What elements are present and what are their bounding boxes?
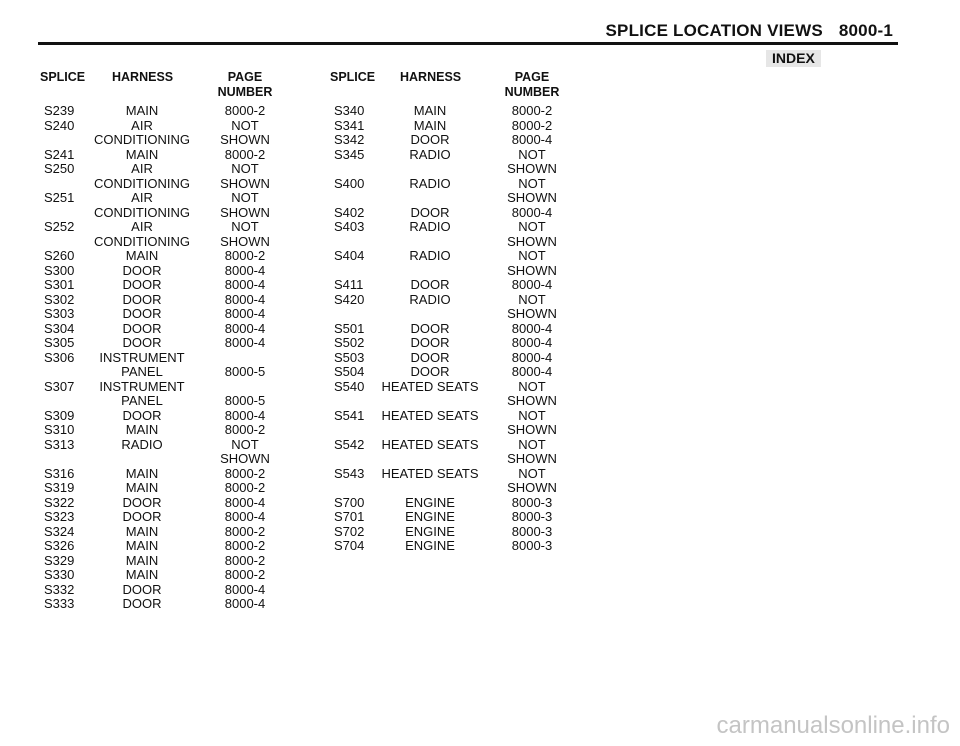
harness-name: DOOR — [122, 494, 162, 510]
harness-name: DOOR — [122, 262, 162, 278]
page-ref: NOT — [518, 407, 546, 423]
header-page-line2: NUMBER — [504, 85, 560, 99]
splice-id: S240 — [44, 117, 75, 133]
harness-name — [80, 452, 204, 467]
harness-name: DOOR — [410, 364, 450, 379]
harness-name — [370, 307, 490, 322]
page-ref: 8000-3 — [511, 538, 553, 553]
page-number: 8000-1 — [838, 21, 893, 40]
splice-id: S300 — [44, 262, 75, 278]
harness-name — [370, 394, 490, 409]
page-ref: 8000-2 — [224, 523, 266, 539]
page-ref: 8000-2 — [224, 552, 266, 568]
page-ref: 8000-2 — [224, 146, 266, 162]
page-ref: 8000-4 — [511, 277, 553, 292]
page-ref: NOT — [231, 436, 259, 452]
harness-name: AIR — [131, 161, 153, 176]
page-ref: 8000-2 — [511, 103, 553, 118]
header-harness-left: HARNESS — [112, 70, 174, 84]
page-ref: 8000-3 — [511, 494, 553, 510]
splice-id: S420 — [334, 291, 365, 307]
page-ref: NOT — [518, 175, 546, 191]
page-ref: 8000-4 — [511, 335, 553, 350]
page-ref: NOT — [231, 117, 259, 133]
harness-name: DOOR — [410, 277, 450, 292]
harness-name — [370, 162, 490, 177]
page-ref: 8000-4 — [511, 132, 553, 147]
page-ref: 8000-4 — [224, 509, 266, 524]
page-ref: NOT — [518, 436, 546, 452]
header-page-line1: PAGE — [514, 70, 550, 84]
harness-name: PANEL — [121, 364, 163, 379]
harness-name: MAIN — [125, 538, 159, 553]
splice-id: S542 — [334, 436, 365, 452]
harness-name: HEATED SEATS — [381, 436, 479, 452]
harness-name: DOOR — [122, 291, 162, 307]
harness-name: DOOR — [410, 349, 450, 365]
page-ref: 8000-4 — [224, 262, 266, 278]
splice-id: S404 — [334, 248, 365, 263]
harness-name: AIR — [131, 190, 153, 205]
page-ref: NOT — [518, 219, 546, 234]
left-harness-column — [80, 104, 204, 612]
splice-id: S502 — [334, 335, 365, 350]
splice-id: S323 — [44, 509, 75, 524]
page-ref: NOT — [518, 378, 546, 394]
harness-name: RADIO — [409, 248, 451, 263]
harness-name: MAIN — [125, 480, 159, 495]
harness-name: HEATED SEATS — [381, 407, 479, 423]
splice-id: S543 — [334, 465, 365, 481]
harness-name — [370, 191, 490, 206]
splice-id: S402 — [334, 204, 365, 220]
splice-id: S239 — [44, 103, 75, 118]
splice-id: S329 — [44, 552, 75, 568]
splice-id: S322 — [44, 494, 75, 510]
page-ref: NOT — [231, 219, 259, 234]
page-ref: 8000-4 — [511, 349, 553, 365]
splice-id: S704 — [334, 538, 365, 553]
harness-name: DOOR — [122, 335, 162, 350]
splice-id: S305 — [44, 335, 75, 350]
harness-name: MAIN — [125, 465, 159, 481]
page-ref: 8000-2 — [224, 538, 266, 553]
harness-name: PANEL — [121, 393, 163, 408]
harness-name: MAIN — [125, 422, 159, 437]
page-ref: SHOWN — [507, 262, 557, 278]
page-ref: 8000-4 — [511, 204, 553, 220]
page-ref: SHOWN — [507, 161, 557, 176]
right-harness-column — [370, 104, 490, 554]
splice-id: S324 — [44, 523, 75, 539]
page-ref: SHOWN — [220, 204, 270, 220]
harness-name: HEATED SEATS — [381, 465, 479, 481]
page-ref: NOT — [518, 248, 546, 263]
splice-id: S303 — [44, 306, 75, 321]
harness-name: ENGINE — [405, 509, 455, 524]
page-ref: 8000-4 — [511, 364, 553, 379]
page-ref: 8000-4 — [224, 407, 266, 423]
splice-id: S304 — [44, 320, 75, 336]
page-ref: SHOWN — [507, 393, 557, 408]
header-harness-right: HARNESS — [400, 70, 462, 84]
splice-id: S326 — [44, 538, 75, 553]
harness-name: INSTRUMENT — [99, 349, 185, 365]
page-ref: 8000-2 — [224, 465, 266, 481]
splice-id: S251 — [44, 190, 75, 205]
splice-id: S702 — [334, 523, 365, 539]
harness-name: AIR — [131, 117, 153, 133]
page-ref: NOT — [231, 161, 259, 176]
harness-name: ENGINE — [405, 523, 455, 539]
splice-id: S313 — [44, 436, 75, 452]
page-ref: 8000-2 — [224, 103, 266, 118]
splice-id: S541 — [334, 407, 365, 423]
harness-name: RADIO — [409, 175, 451, 191]
splice-id: S250 — [44, 161, 75, 176]
harness-name: MAIN — [125, 146, 159, 162]
page-ref: 8000-2 — [224, 422, 266, 437]
page-title — [606, 21, 893, 41]
page-ref: SHOWN — [220, 132, 270, 147]
harness-name: RADIO — [409, 219, 451, 234]
harness-name — [370, 452, 490, 467]
page-ref: SHOWN — [507, 233, 557, 249]
page-ref: 8000-2 — [224, 567, 266, 582]
harness-name: AIR — [131, 219, 153, 234]
page-ref: 8000-5 — [224, 393, 266, 408]
page-ref: SHOWN — [507, 480, 557, 495]
page-ref: SHOWN — [220, 451, 270, 466]
page-ref: SHOWN — [220, 175, 270, 191]
page-ref: 8000-4 — [224, 596, 266, 611]
harness-name: RADIO — [409, 146, 451, 162]
harness-name: DOOR — [410, 320, 450, 336]
page-ref: SHOWN — [507, 451, 557, 466]
splice-id: S333 — [44, 596, 75, 611]
page-ref — [200, 380, 290, 395]
page-ref: NOT — [231, 190, 259, 205]
splice-id: S309 — [44, 407, 75, 423]
harness-name: DOOR — [122, 581, 162, 597]
harness-name — [370, 264, 490, 279]
harness-name: CONDITIONING — [93, 175, 191, 191]
left-page-column — [200, 104, 290, 612]
harness-name — [370, 235, 490, 250]
harness-name: CONDITIONING — [93, 233, 191, 249]
page-ref: 8000-4 — [224, 581, 266, 597]
harness-name: DOOR — [410, 335, 450, 350]
splice-id: S316 — [44, 465, 75, 481]
harness-name: DOOR — [122, 596, 162, 611]
page-ref: 8000-4 — [224, 306, 266, 321]
page-ref: 8000-3 — [511, 523, 553, 539]
harness-name: RADIO — [409, 291, 451, 307]
splice-id: S700 — [334, 494, 365, 510]
page-ref: 8000-4 — [511, 320, 553, 336]
harness-name: HEATED SEATS — [381, 378, 479, 394]
harness-name: MAIN — [125, 523, 159, 539]
splice-id: S345 — [334, 146, 365, 162]
page-ref: 8000-4 — [224, 320, 266, 336]
page-ref: 8000-4 — [224, 494, 266, 510]
splice-id: S400 — [334, 175, 365, 191]
harness-name: MAIN — [413, 103, 447, 118]
splice-id: S701 — [334, 509, 365, 524]
splice-id: S306 — [44, 349, 75, 365]
harness-name: DOOR — [122, 407, 162, 423]
splice-id: S540 — [334, 378, 365, 394]
page-ref: NOT — [518, 146, 546, 162]
page-ref — [200, 351, 290, 366]
page-ref: SHOWN — [507, 190, 557, 205]
splice-id: S252 — [44, 219, 75, 234]
splice-id: S260 — [44, 248, 75, 263]
harness-name — [370, 481, 490, 496]
page-ref: 8000-3 — [511, 509, 553, 524]
harness-name: CONDITIONING — [93, 132, 191, 147]
header-page-line2: NUMBER — [217, 85, 273, 99]
index-label: INDEX — [766, 50, 821, 67]
page-ref: 8000-5 — [224, 364, 266, 379]
harness-name: DOOR — [122, 277, 162, 292]
harness-name: MAIN — [413, 117, 447, 133]
page-ref: 8000-2 — [511, 117, 553, 133]
splice-id: S501 — [334, 320, 365, 336]
harness-name: DOOR — [410, 132, 450, 147]
splice-id: S319 — [44, 480, 75, 495]
page-ref: 8000-2 — [224, 248, 266, 263]
page-ref: 8000-4 — [224, 335, 266, 350]
harness-name: CONDITIONING — [93, 204, 191, 220]
header-splice-left: SPLICE — [40, 70, 86, 84]
harness-name: MAIN — [125, 567, 159, 582]
harness-name: MAIN — [125, 248, 159, 263]
splice-id: S330 — [44, 567, 75, 582]
harness-name — [370, 423, 490, 438]
splice-id: S302 — [44, 291, 75, 307]
page-ref: 8000-4 — [224, 291, 266, 307]
title-text: SPLICE LOCATION VIEWS — [605, 21, 823, 40]
splice-id: S411 — [334, 277, 364, 292]
splice-id: S504 — [334, 364, 365, 379]
harness-name: DOOR — [122, 320, 162, 336]
page-ref: 8000-4 — [224, 277, 266, 292]
harness-name: DOOR — [122, 306, 162, 321]
harness-name: DOOR — [122, 509, 162, 524]
page-ref: SHOWN — [507, 422, 557, 437]
header-page-right — [487, 70, 577, 100]
right-page-column — [487, 104, 577, 554]
header-page-line1: PAGE — [227, 70, 263, 84]
splice-id: S241 — [44, 146, 75, 162]
page-ref: SHOWN — [220, 233, 270, 249]
splice-id: S332 — [44, 581, 75, 597]
title-rule — [38, 42, 898, 45]
splice-id: S301 — [44, 277, 75, 292]
header-page-left — [200, 70, 290, 100]
splice-id: S341 — [334, 117, 365, 133]
header-splice-right: SPLICE — [330, 70, 376, 84]
page-ref: SHOWN — [507, 306, 557, 321]
harness-name: ENGINE — [405, 494, 455, 510]
splice-id: S340 — [334, 103, 365, 118]
splice-id: S307 — [44, 378, 75, 394]
splice-id: S310 — [44, 422, 75, 437]
page-ref: 8000-2 — [224, 480, 266, 495]
harness-name: INSTRUMENT — [99, 378, 185, 394]
page-ref: NOT — [518, 465, 546, 481]
watermark: carmanualsonline.info — [716, 712, 950, 739]
splice-id: S503 — [334, 349, 365, 365]
harness-name: MAIN — [125, 103, 159, 118]
splice-id: S403 — [334, 219, 365, 234]
page-ref: NOT — [518, 291, 546, 307]
harness-name: ENGINE — [405, 538, 455, 553]
splice-id: S342 — [334, 132, 365, 147]
harness-name: MAIN — [125, 552, 159, 568]
harness-name: DOOR — [410, 204, 450, 220]
harness-name: RADIO — [121, 436, 163, 452]
